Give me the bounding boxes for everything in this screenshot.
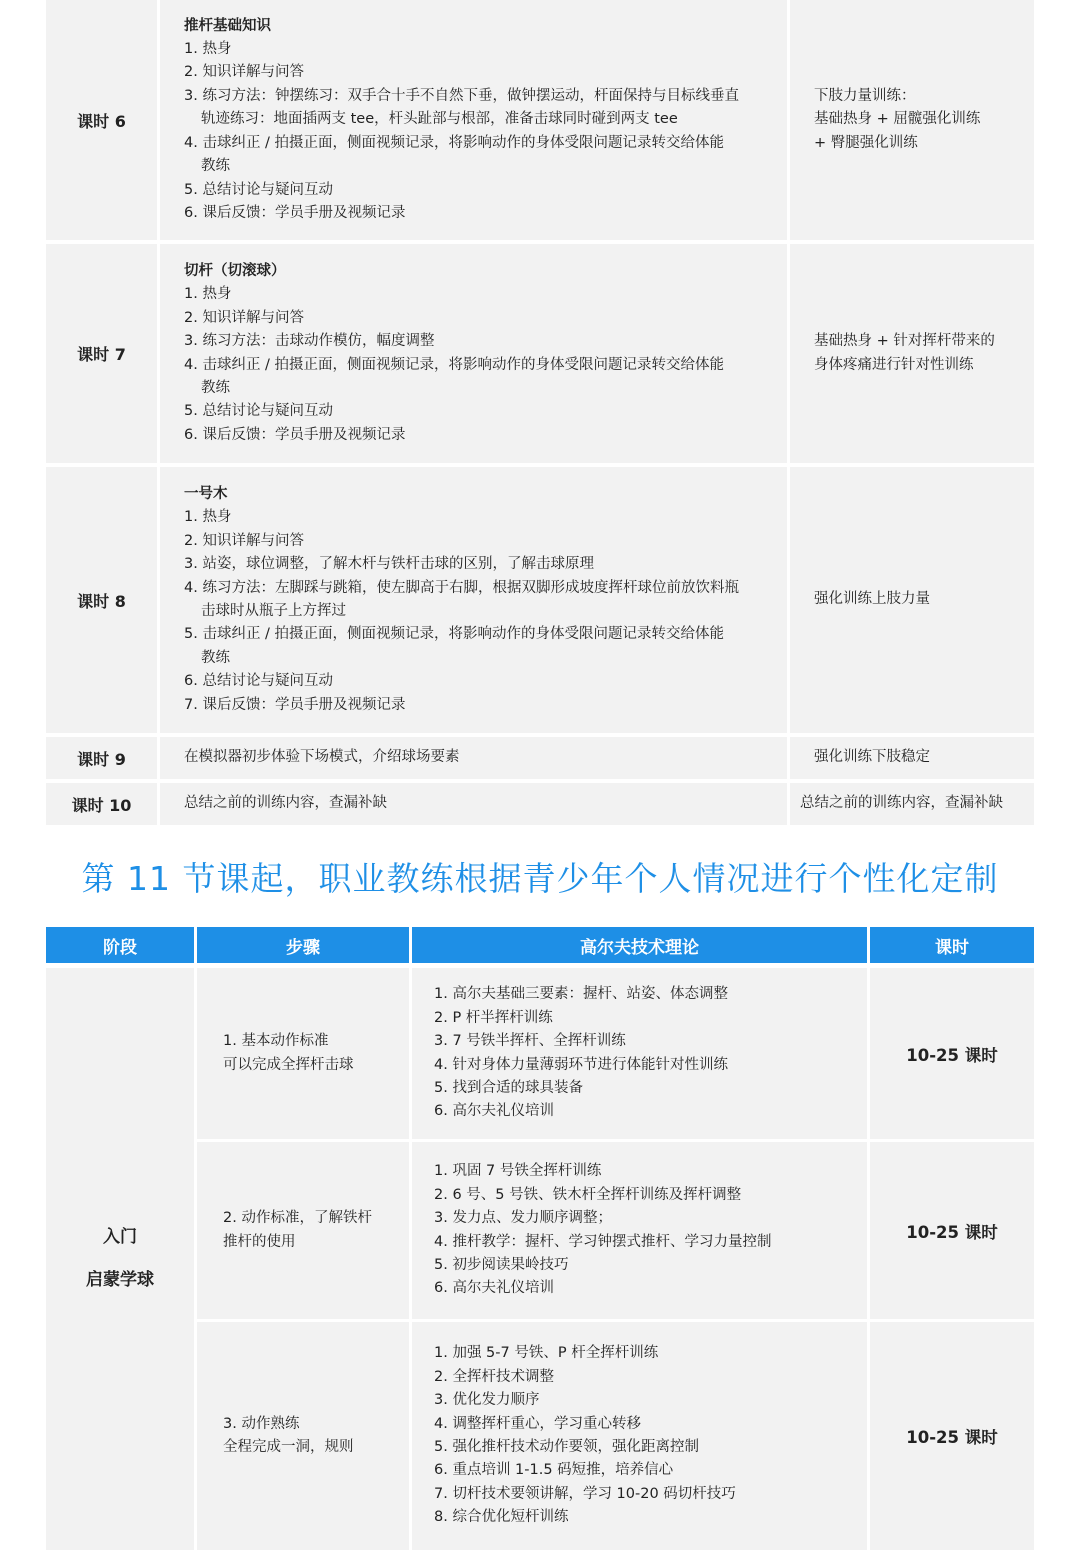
theory-item: 5. 强化推杆技术动作要领，强化距离控制 — [434, 1439, 699, 1455]
step-cell — [197, 1322, 409, 1550]
lesson-item: 总结之前的训练内容，查漏补缺 — [184, 795, 387, 812]
hours-cell — [870, 968, 1034, 1139]
lesson-title: 一号木 — [184, 485, 228, 502]
lesson-item: 3. 练习方法：击球动作模仿，幅度调整 — [184, 333, 435, 350]
note-line: 基础热身 + 针对挥杆带来的 — [814, 333, 995, 350]
step-line: 推杆的使用 — [223, 1233, 296, 1250]
note-line: 强化训练下肢稳定 — [814, 749, 930, 766]
column-header-text: 步骤 — [286, 937, 320, 958]
lesson-item: 5. 总结讨论与疑问互动 — [184, 181, 333, 198]
theory-cell — [412, 1142, 867, 1319]
lesson-label-text: 课时 9 — [77, 749, 126, 769]
step-line: 3. 动作熟练 — [223, 1415, 300, 1432]
note-line: 总结之前的训练内容，查漏补缺 — [800, 795, 1003, 812]
lesson-content — [160, 0, 787, 240]
lesson-item: 3. 练习方法：钟摆练习：双手合十手不自然下垂，做钟摆运动，杆面保持与目标线垂直 — [184, 87, 739, 104]
lesson-label-text: 课时 7 — [77, 345, 126, 364]
column-header-stage — [46, 927, 194, 963]
theory-item: 3. 7 号铁半挥杆、全挥杆训练 — [434, 1033, 626, 1050]
lesson-content — [160, 244, 787, 463]
theory-item: 6. 重点培训 1-1.5 码短推，培养信心 — [434, 1462, 674, 1479]
column-header-theory — [412, 927, 867, 963]
lesson-item: 1. 热身 — [184, 509, 232, 526]
stage-level: 入门 — [103, 1227, 137, 1247]
lesson-label — [46, 244, 157, 463]
column-header-text: 课时 — [935, 937, 969, 958]
lesson-item: 6. 总结讨论与疑问互动 — [184, 673, 333, 690]
theory-item: 5. 找到合适的球具装备 — [434, 1079, 583, 1096]
step-line: 1. 基本动作标准 — [223, 1033, 329, 1050]
theory-item: 4. 调整挥杆重心，学习重心转移 — [434, 1415, 641, 1432]
lesson-item: 1. 热身 — [184, 41, 232, 58]
lesson-note — [790, 467, 1034, 733]
lesson-item: 6. 课后反馈：学员手册及视频记录 — [184, 426, 406, 443]
theory-item: 1. 巩固 7 号铁全挥杆训练 — [434, 1163, 602, 1180]
theory-item: 2. P 杆半挥杆训练 — [434, 1009, 553, 1026]
lesson-item: 击球时从瓶子上方挥过 — [201, 603, 346, 619]
step-cell — [197, 1142, 409, 1319]
lesson-note — [790, 0, 1034, 240]
lesson-item: 2. 知识详解与问答 — [184, 532, 304, 549]
note-line: 基础热身 + 屈髋强化训练 — [814, 111, 981, 128]
column-header-step — [197, 927, 409, 963]
theory-item: 6. 高尔夫礼仪培训 — [434, 1103, 554, 1120]
lesson-title: 切杆（切滚球） — [184, 262, 286, 279]
lesson-label-text: 课时 10 — [71, 795, 132, 815]
lesson-content — [160, 783, 787, 825]
theory-item: 3. 发力点、发力顺序调整； — [434, 1210, 612, 1227]
lesson-label — [46, 467, 157, 733]
theory-item: 1. 加强 5-7 号铁、P 杆全挥杆训练 — [434, 1345, 659, 1362]
hours-value: 10-25 课时 — [906, 1428, 998, 1447]
hours-cell — [870, 1142, 1034, 1319]
column-header-text: 阶段 — [103, 937, 137, 958]
lesson-item: 6. 课后反馈：学员手册及视频记录 — [184, 204, 406, 221]
note-line: 身体疼痛进行针对性训练 — [814, 356, 974, 373]
lesson-label — [46, 783, 157, 825]
theory-cell — [412, 968, 867, 1139]
theory-item: 4. 推杆教学：握杆、学习钟摆式推杆、学习力量控制 — [434, 1233, 772, 1250]
lesson-title: 推杆基础知识 — [184, 17, 271, 34]
lesson-item: 2. 知识详解与问答 — [184, 64, 304, 81]
lesson-item: 4. 击球纠正 / 拍摄正面，侧面视频记录，将影响动作的身体受限问题记录转交给体能 — [184, 134, 725, 151]
stage-name: 启蒙学球 — [86, 1270, 154, 1290]
step-line: 2. 动作标准，了解铁杆 — [223, 1210, 372, 1227]
theory-item: 8. 综合优化短杆训练 — [434, 1509, 569, 1526]
theory-item: 1. 高尔夫基础三要素：握杆、站姿、体态调整 — [434, 986, 728, 1003]
theory-item: 2. 全挥杆技术调整 — [434, 1368, 554, 1385]
note-line: 下肢力量训练： — [814, 87, 916, 104]
theory-item: 4. 针对身体力量薄弱环节进行体能针对性训练 — [434, 1056, 728, 1073]
lesson-note — [790, 783, 1034, 825]
stage-cell — [46, 968, 194, 1550]
lesson-label-text: 课时 6 — [77, 111, 126, 131]
lesson-label — [46, 737, 157, 779]
lesson-item: 在模拟器初步体验下场模式，介绍球场要素 — [184, 749, 460, 766]
theory-item: 2. 6 号、5 号铁、铁木杆全挥杆训练及挥杆调整 — [434, 1186, 742, 1203]
lesson-item: 轨迹练习：地面插两支 tee，杆头趾部与根部，准备击球同时碰到两支 tee — [201, 111, 678, 128]
step-cell — [197, 968, 409, 1139]
theory-item: 7. 切杆技术要领讲解，学习 10-20 码切杆技巧 — [434, 1485, 736, 1502]
lesson-label — [46, 0, 157, 240]
lesson-item: 教练 — [201, 379, 230, 396]
step-line: 全程完成一洞，规则 — [223, 1439, 354, 1455]
lesson-item: 3. 站姿，球位调整，了解木杆与铁杆击球的区别，了解击球原理 — [184, 556, 594, 573]
lesson-item: 2. 知识详解与问答 — [184, 309, 304, 326]
lesson-item: 4. 击球纠正 / 拍摄正面，侧面视频记录，将影响动作的身体受限问题记录转交给体能 — [184, 356, 725, 373]
note-line: 强化训练上肢力量 — [814, 591, 930, 608]
hours-cell — [870, 1322, 1034, 1550]
lesson-content — [160, 467, 787, 733]
lesson-item: 教练 — [201, 649, 230, 666]
lesson-item: 5. 总结讨论与疑问互动 — [184, 403, 333, 420]
section-heading: 第 11 节课起，职业教练根据青少年个人情况进行个性化定制 — [81, 859, 999, 898]
lesson-content — [160, 737, 787, 779]
lesson-note — [790, 244, 1034, 463]
theory-item: 3. 优化发力顺序 — [434, 1392, 540, 1409]
lesson-item: 4. 练习方法：左脚踩与跳箱，使左脚高于右脚，根据双脚形成坡度挥杆球位前放饮料瓶 — [184, 579, 739, 596]
lesson-label-text: 课时 8 — [77, 591, 126, 611]
note-line: + 臀腿强化训练 — [814, 134, 918, 151]
step-line: 可以完成全挥杆击球 — [223, 1056, 354, 1073]
column-header-hours — [870, 927, 1034, 963]
lesson-item: 5. 击球纠正 / 拍摄正面，侧面视频记录，将影响动作的身体受限问题记录转交给体能 — [184, 626, 725, 643]
lesson-note — [790, 737, 1034, 779]
lesson-item: 1. 热身 — [184, 286, 232, 303]
hours-value: 10-25 课时 — [906, 1045, 998, 1065]
column-header-text: 高尔夫技术理论 — [580, 937, 699, 958]
hours-value: 10-25 课时 — [906, 1222, 998, 1242]
theory-item: 6. 高尔夫礼仪培训 — [434, 1280, 554, 1297]
lesson-item: 教练 — [201, 158, 230, 175]
theory-item: 5. 初步阅读果岭技巧 — [434, 1256, 569, 1273]
theory-cell — [412, 1322, 867, 1550]
lesson-item: 7. 课后反馈：学员手册及视频记录 — [184, 696, 406, 713]
